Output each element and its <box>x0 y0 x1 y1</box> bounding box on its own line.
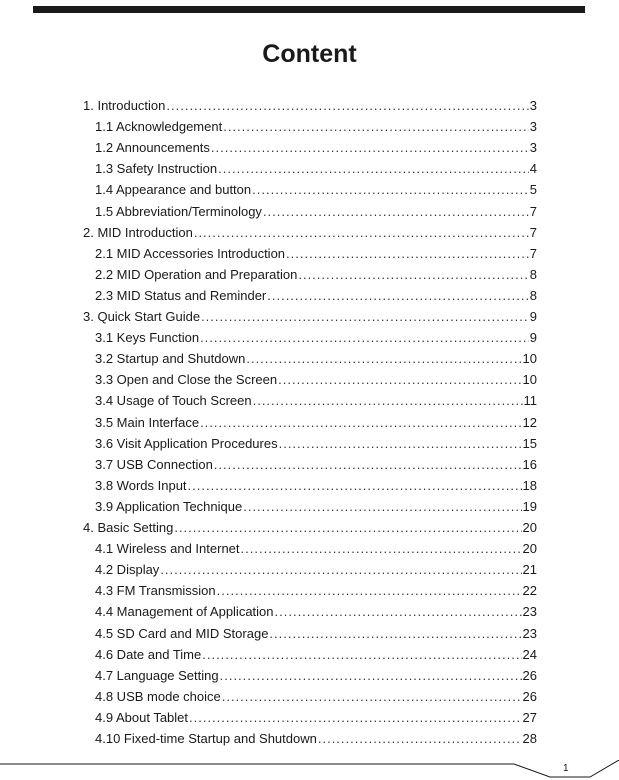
toc-entry-page: 23 <box>522 604 537 620</box>
toc-entry-page: 27 <box>522 709 537 725</box>
page-number: 1 <box>563 763 569 774</box>
toc-leader-dots <box>188 478 522 494</box>
toc-entry[interactable] <box>95 474 537 494</box>
toc-entry-page: 18 <box>522 477 537 493</box>
toc-leader-dots <box>286 246 529 262</box>
toc-leader-dots <box>217 583 522 599</box>
toc-entry-label: 3.5 Main Interface <box>95 414 200 430</box>
toc-entry[interactable] <box>95 432 537 452</box>
toc-entry[interactable] <box>95 664 537 684</box>
toc-entry-label: 4.2 Display <box>95 562 160 578</box>
toc-entry[interactable] <box>95 622 537 642</box>
toc-entry[interactable] <box>95 537 537 557</box>
toc-entry-page: 16 <box>522 456 537 472</box>
toc-leader-dots <box>220 668 522 684</box>
page-title: Content <box>262 40 357 68</box>
toc-entry-label: 3.3 Open and Close the Screen <box>95 372 278 388</box>
toc-entry-page: 24 <box>522 646 537 662</box>
toc-entry[interactable] <box>95 115 537 135</box>
toc-leader-dots <box>267 288 529 304</box>
toc-entry-page: 23 <box>522 625 537 641</box>
toc-entry-label: 4.1 Wireless and Internet <box>95 541 240 557</box>
toc-leader-dots <box>241 541 522 557</box>
toc-entry[interactable] <box>95 727 537 747</box>
toc-entry-page: 15 <box>522 435 537 451</box>
toc-entry-page: 3 <box>529 140 537 156</box>
toc-leader-dots <box>253 393 523 409</box>
toc-entry[interactable] <box>95 157 537 177</box>
toc-entry[interactable] <box>95 326 537 346</box>
toc-leader-dots <box>318 731 522 747</box>
toc-entry-page: 26 <box>522 667 537 683</box>
toc-entry[interactable] <box>95 579 537 599</box>
toc-leader-dots <box>279 436 522 452</box>
toc-entry-label: 1. Introduction <box>83 98 166 113</box>
toc-entry[interactable] <box>95 685 537 705</box>
toc-entry[interactable] <box>95 558 537 578</box>
toc-entry-label: 3.8 Words Input <box>95 477 187 493</box>
toc-leader-dots <box>298 267 528 283</box>
toc-entry-label: 3.2 Startup and Shutdown <box>95 351 246 367</box>
toc-entry-label: 4.3 FM Transmission <box>95 583 216 599</box>
toc-entry-page: 26 <box>522 688 537 704</box>
toc-leader-dots <box>275 604 522 620</box>
toc-entry-page: 8 <box>529 287 537 303</box>
toc-entry[interactable] <box>95 389 537 409</box>
toc-leader-dots <box>246 351 521 367</box>
toc-entry[interactable] <box>95 200 537 220</box>
toc-leader-dots <box>194 225 529 241</box>
toc-leader-dots <box>211 140 529 156</box>
toc-entry-page: 5 <box>529 182 537 198</box>
toc-entry-label: 2.3 MID Status and Reminder <box>95 287 267 303</box>
toc-entry-label: 1.1 Acknowledgement <box>95 119 223 135</box>
toc-entry-page: 20 <box>522 520 537 535</box>
footer-rule <box>0 760 619 780</box>
toc-entry-page: 9 <box>529 309 537 324</box>
toc-entry-page: 7 <box>529 203 537 219</box>
toc-entry-label: 4.4 Management of Application <box>95 604 274 620</box>
toc-entry[interactable] <box>95 136 537 156</box>
toc-entry[interactable] <box>95 242 537 262</box>
toc-entry[interactable] <box>95 368 537 388</box>
toc-entry-page: 7 <box>529 224 537 240</box>
toc-entry[interactable] <box>95 178 537 198</box>
toc-leader-dots <box>252 182 529 198</box>
toc-entry-page: 3 <box>529 119 537 135</box>
toc-entry-label: 4.10 Fixed-time Startup and Shutdown <box>95 731 317 746</box>
toc-entry-label: 3. Quick Start Guide <box>83 309 201 324</box>
toc-entry[interactable] <box>95 284 537 304</box>
toc-leader-dots <box>202 647 521 663</box>
toc-leader-dots <box>278 372 521 388</box>
toc-entry-label: 1.5 Abbreviation/Terminology <box>95 203 262 219</box>
toc-leader-dots <box>223 119 529 135</box>
toc-leader-dots <box>222 689 522 705</box>
toc-entry[interactable] <box>95 643 537 663</box>
toc-entry[interactable] <box>95 347 537 367</box>
toc-entry-label: 2. MID Introduction <box>83 224 193 240</box>
toc-leader-dots <box>200 415 521 431</box>
toc-entry-page: 19 <box>522 498 537 514</box>
toc-entry[interactable] <box>95 263 537 283</box>
toc-entry[interactable] <box>83 94 537 114</box>
toc-entry-label: 4. Basic Setting <box>83 520 174 535</box>
toc-leader-dots <box>166 98 528 114</box>
toc-entry-label: 1.3 Safety Instruction <box>95 161 218 177</box>
toc-leader-dots <box>189 710 522 726</box>
toc-entry-label: 3.6 Visit Application Procedures <box>95 435 278 451</box>
toc-entry-page: 3 <box>529 98 537 113</box>
top-rule <box>33 6 585 13</box>
toc-entry-label: 3.1 Keys Function <box>95 330 200 346</box>
toc-entry[interactable] <box>95 600 537 620</box>
toc-entry-label: 1.2 Announcements <box>95 140 210 156</box>
toc-entry-label: 2.2 MID Operation and Preparation <box>95 266 298 282</box>
toc-entry-page: 20 <box>522 541 537 557</box>
toc-entry[interactable] <box>83 516 537 536</box>
toc-entry-page: 11 <box>523 393 537 409</box>
toc-leader-dots <box>269 626 521 642</box>
toc-entry-label: 4.5 SD Card and MID Storage <box>95 625 269 641</box>
toc-leader-dots <box>218 161 529 177</box>
toc-entry-page: 10 <box>522 372 537 388</box>
toc-entry-page: 22 <box>522 583 537 599</box>
toc-entry-page: 21 <box>522 562 537 578</box>
toc-leader-dots <box>263 204 529 220</box>
toc-entry-label: 3.7 USB Connection <box>95 456 213 472</box>
toc-entry-page: 10 <box>522 351 537 367</box>
toc-entry[interactable] <box>95 495 537 515</box>
toc-entry-page: 4 <box>529 161 537 177</box>
toc-leader-dots <box>243 499 521 515</box>
toc-entry[interactable] <box>95 453 537 473</box>
toc-leader-dots <box>160 562 521 578</box>
toc-entry-label: 3.9 Application Technique <box>95 498 243 514</box>
toc-entry-page: 28 <box>522 731 537 746</box>
toc-entry[interactable] <box>95 411 537 431</box>
toc-entry-label: 4.6 Date and Time <box>95 646 202 662</box>
toc-entry-page: 9 <box>529 330 537 346</box>
toc-entry-page: 8 <box>529 266 537 282</box>
toc-leader-dots <box>214 457 522 473</box>
toc-entry-label: 4.9 About Tablet <box>95 709 189 725</box>
toc-leader-dots <box>174 520 521 536</box>
toc-entry[interactable] <box>83 305 537 325</box>
toc-entry-label: 1.4 Appearance and button <box>95 182 252 198</box>
toc-entry-label: 2.1 MID Accessories Introduction <box>95 245 286 261</box>
toc-entry-page: 12 <box>522 414 537 430</box>
toc-leader-dots <box>200 330 529 346</box>
toc-entry-label: 4.7 Language Setting <box>95 667 219 683</box>
toc-entry[interactable] <box>95 706 537 726</box>
toc-entry-label: 3.4 Usage of Touch Screen <box>95 393 252 409</box>
toc-entry-page: 7 <box>529 245 537 261</box>
toc-leader-dots <box>201 309 529 325</box>
toc-entry-label: 4.8 USB mode choice <box>95 688 221 704</box>
toc-entry[interactable] <box>83 221 537 241</box>
